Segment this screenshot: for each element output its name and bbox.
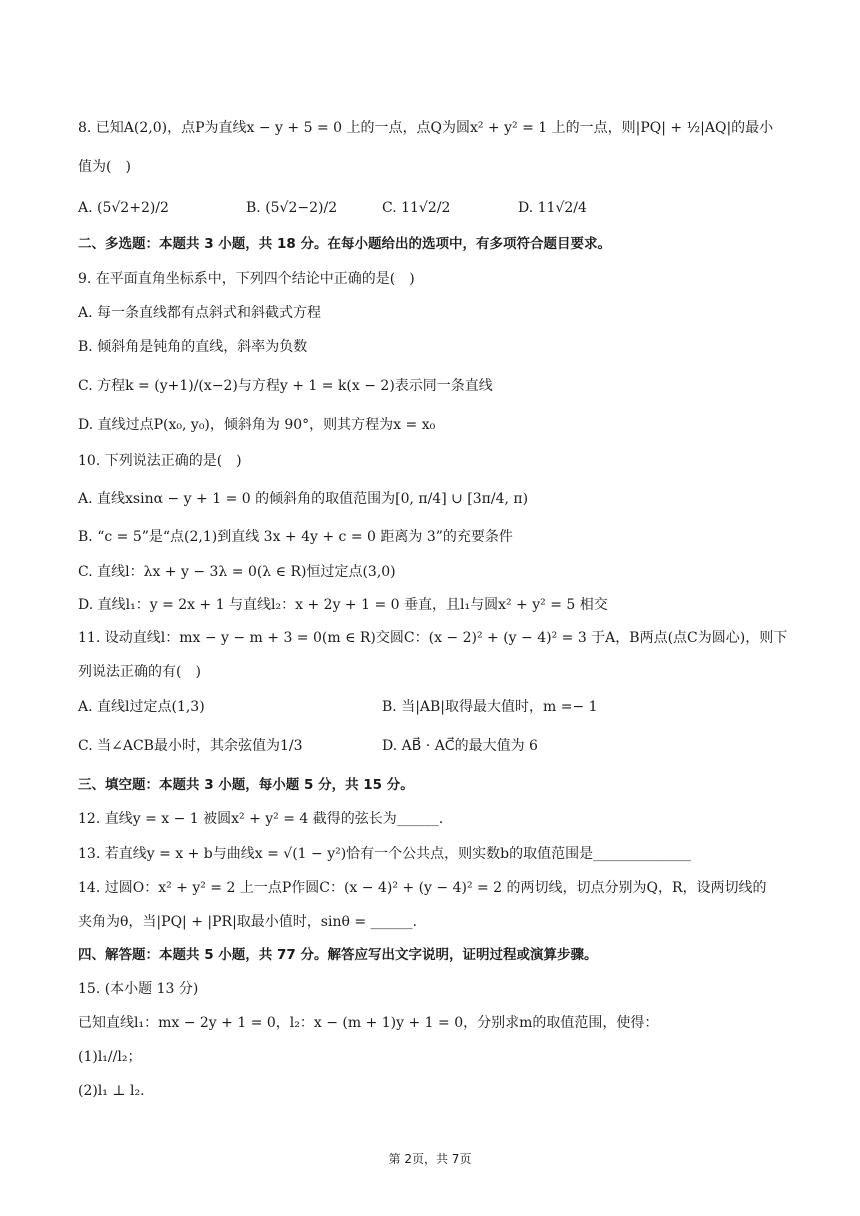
q11-option-d: D. AB⃗ · AC⃗的最大值为 6: [382, 738, 538, 754]
q12: 12. 直线y = x − 1 被圆x² + y² = 4 截得的弦长为______.: [78, 811, 444, 827]
q8-option-b: B. (5√2−2)/2: [246, 200, 338, 216]
section-3-heading: 三、填空题：本题共 3 小题，每小题 5 分，共 15 分。: [78, 777, 414, 793]
q10-option-d: D. 直线l₁：y = 2x + 1 与直线l₂：x + 2y + 1 = 0 垂直，且l₁与圆x² + y² = 5 相交: [78, 597, 608, 613]
q15-title: 15. (本小题 13 分): [78, 981, 199, 997]
q14-line1: 14. 过圆O：x² + y² = 2 上一点P作圆C：(x − 4)² + (y − 4)² = 2 的两切线，切点分别为Q，R，设两切线的: [78, 880, 767, 896]
q11-line1: 11. 设动直线l：mx − y − m + 3 = 0(m ∈ R)交圆C：(x − 2)² + (y − 4)² = 3 于A，B两点(点C为圆心)，则下: [78, 630, 788, 646]
q8-line2: 值为( ): [78, 159, 131, 175]
q14-line2: 夹角为θ，当|PQ| + |PR|取最小值时，sinθ = ______.: [78, 914, 417, 930]
q13: 13. 若直线y = x + b与曲线x = √(1 − y²)恰有一个公共点，则实数b的取值范围是______________: [78, 846, 692, 862]
q15-part1: (1)l₁//l₂；: [78, 1049, 142, 1065]
page-footer: 第 2页，共 7页: [388, 1152, 472, 1166]
q10-option-c: C. 直线l：λx + y − 3λ = 0(λ ∈ R)恒过定点(3,0): [78, 564, 396, 580]
section-4-heading: 四、解答题：本题共 5 小题，共 77 分。解答应写出文字说明，证明过程或演算步骤。: [78, 947, 598, 963]
q9-option-b: B. 倾斜角是钝角的直线，斜率为负数: [78, 339, 308, 355]
q10-option-b: B. “c = 5”是“点(2,1)到直线 3x + 4y + c = 0 距离为 3”的充要条件: [78, 529, 513, 545]
q8-option-c: C. 11√2/2: [382, 200, 451, 216]
q10-option-a: A. 直线xsinα − y + 1 = 0 的倾斜角的取值范围为[0, π/4] ∪ [3π/4, π): [78, 491, 529, 507]
section-2-heading: 二、多选题：本题共 3 小题，共 18 分。在每小题给出的选项中，有多项符合题目要求。: [78, 236, 611, 252]
q9-option-d: D. 直线过点P(x₀, y₀)，倾斜角为 90°，则其方程为x = x₀: [78, 417, 436, 433]
q9-option-a: A. 每一条直线都有点斜式和斜截式方程: [78, 305, 322, 321]
q9-option-c: C. 方程k = (y+1)/(x−2)与方程y + 1 = k(x − 2)表示同一条直线: [78, 378, 493, 394]
q8-option-d: D. 11√2/4: [518, 200, 587, 216]
q15-part2: (2)l₁ ⊥ l₂.: [78, 1083, 145, 1099]
q15-stem: 已知直线l₁：mx − 2y + 1 = 0，l₂：x − (m + 1)y + 1 = 0，分别求m的取值范围，使得：: [78, 1015, 659, 1031]
q11-option-b: B. 当|AB|取得最大值时，m =− 1: [382, 699, 598, 715]
q8-line1: 8. 已知A(2,0)，点P为直线x − y + 5 = 0 上的一点，点Q为圆x² + y² = 1 上的一点，则|PQ| + ½|AQ|的最小: [78, 120, 774, 136]
q11-line2: 列说法正确的有( ): [78, 664, 201, 680]
q9-stem: 9. 在平面直角坐标系中，下列四个结论中正确的是( ): [78, 271, 415, 287]
q10-stem: 10. 下列说法正确的是( ): [78, 453, 242, 469]
q11-option-a: A. 直线l过定点(1,3): [78, 699, 205, 715]
q8-option-a: A. (5√2+2)/2: [78, 200, 169, 216]
q11-option-c: C. 当∠ACB最小时，其余弦值为1/3: [78, 738, 303, 754]
